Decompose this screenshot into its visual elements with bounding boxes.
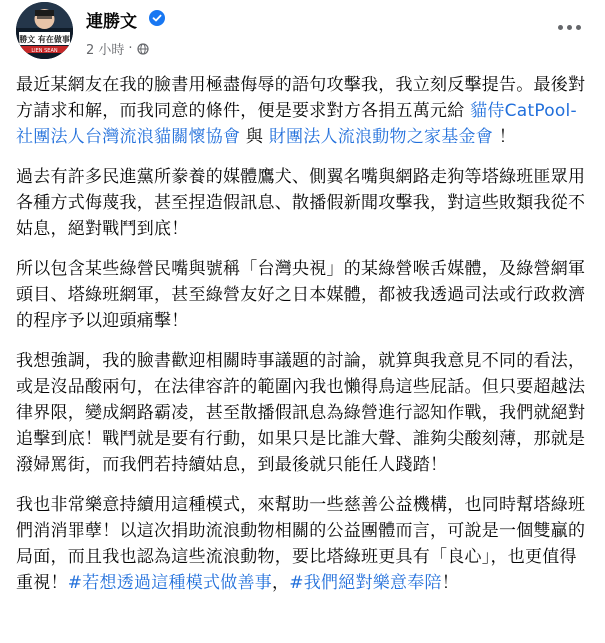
- paragraph-text: ！: [441, 573, 459, 593]
- post-paragraph-4: 我想強調，我的臉書歡迎相關時事議題的討論，就算與我意見不同的看法，或是沒品酸兩句，在法律容許的範圍內我也懶得鳥這些屁話。但只要超越法律界限，變成網路霸凌，甚至散播假訊息為綠營進行認知作戰，我們就絕對追擊到底！戰鬥就是要有行動，如果只是比誰大聲、誰夠尖酸刻薄，那就是潑婦罵街，而我們若持續姑息，到最後就只能任人踐踏！: [16, 351, 586, 475]
- post-paragraph-1: [16, 72, 589, 150]
- hashtag-link[interactable]: #我們絕對樂意奉陪: [289, 573, 442, 593]
- globe-icon[interactable]: [137, 43, 149, 55]
- animal-home-foundation-link[interactable]: 財團法人流浪動物之家基金會: [268, 127, 494, 147]
- more-options-button[interactable]: [553, 16, 585, 38]
- catpool-page-link[interactable]: 貓侍CatPool-社團法人台灣流浪貓關懷協會: [16, 101, 577, 147]
- post-header: [16, 2, 591, 62]
- avatar-photo: [16, 2, 73, 59]
- more-dot-icon: [567, 25, 572, 30]
- post-paragraph-3: 所以包含某些綠營民嘴與號稱「台灣央視」的某綠營喉舌媒體，及綠營網軍頭目、塔綠班網軍，甚至綠營友好之日本媒體，都被我透過司法或行政救濟的程序予以迎頭痛擊！: [16, 259, 586, 331]
- more-dot-icon: [576, 25, 581, 30]
- more-dot-icon: [558, 25, 563, 30]
- post-paragraph-5: [16, 492, 589, 596]
- hashtag-link[interactable]: #若想透過這種模式做善事: [67, 573, 272, 593]
- paragraph-text: 我也非常樂意持續用這種模式，來幫助一些慈善公益機構，也同時幫塔綠班們消消罪孽！以這次捐助流浪動物相關的公益團體而言，可說是一個雙贏的局面，而且我也認為這些流浪動物，要比塔綠班更具有「良心」，也更值得重視！: [16, 495, 586, 593]
- meta-separator: ·: [128, 41, 133, 56]
- paragraph-text: 與: [240, 127, 269, 147]
- avatar-subcaption: LIEN SEAN: [31, 48, 58, 54]
- paragraph-text: ！: [493, 127, 516, 147]
- paragraph-text: 最近某網友在我的臉書用極盡侮辱的語句攻擊我，我立刻反擊提告。最後對方請求和解，而我同意的條件，便是要求對方各捐五萬元給: [16, 75, 586, 121]
- post-meta: [86, 39, 149, 58]
- post-paragraph-2: 過去有許多民進黨所豢養的媒體鷹犬、側翼名嘴與網路走狗等塔綠班匪眾用各種方式侮蔑我，甚至捏造假訊息、散播假新聞攻擊我，對這些敗類我從不姑息，絕對戰鬥到底！: [16, 167, 586, 239]
- avatar[interactable]: [16, 2, 73, 59]
- author-name[interactable]: 連勝文: [86, 12, 137, 32]
- avatar-caption: 勝文 有在做事: [19, 35, 70, 44]
- verified-badge-icon: [149, 10, 165, 26]
- post-body: [16, 72, 589, 610]
- post-timestamp[interactable]: 2 小時: [86, 43, 125, 58]
- paragraph-text: ，: [272, 573, 290, 593]
